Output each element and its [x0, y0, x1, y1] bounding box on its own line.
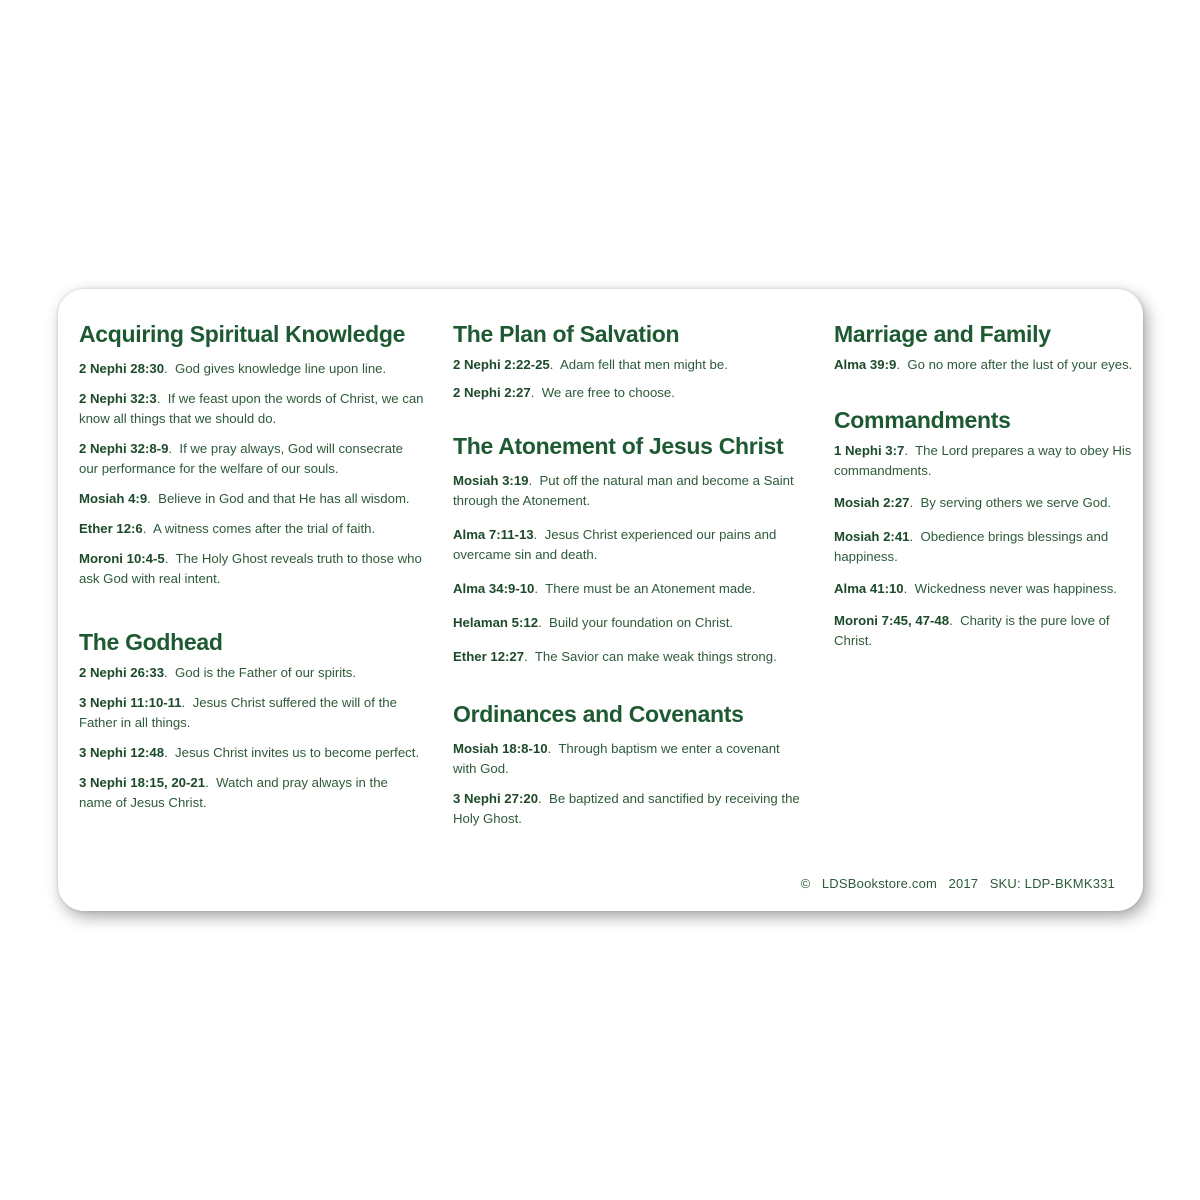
scripture-ref: Moroni 7:45, 47-48 [834, 613, 950, 628]
section-gap [834, 385, 1134, 405]
column-1 [79, 319, 424, 823]
scripture-entry: Helaman 5:12. Build your foundation on Christ. [453, 615, 734, 630]
section-title: The Godhead [79, 629, 223, 655]
scripture-text: Adam fell that men might be. [560, 357, 728, 372]
scripture-entry: 2 Nephi 32:8-9. If we pray always, God will consecrate our performance for the welfare of our souls. [79, 441, 403, 476]
section-gap [453, 413, 803, 431]
scripture-ref: Ether 12:27 [453, 649, 525, 664]
footer-year: 2017 [948, 876, 979, 891]
scripture-text: Watch and pray always in the name of Jesus Christ. [79, 775, 388, 810]
scripture-ref: Mosiah 3:19 [453, 473, 529, 488]
scripture-text: We are free to choose. [541, 385, 675, 400]
scripture-text: Wickedness never was happiness. [914, 581, 1117, 596]
scripture-ref: 2 Nephi 32:3 [79, 391, 157, 406]
scripture-text: Obedience brings blessings and happiness. [834, 529, 1109, 564]
scripture-ref: 3 Nephi 11:10-11 [79, 695, 182, 710]
scripture-ref: 2 Nephi 32:8-9 [79, 441, 169, 456]
section-title: The Plan of Salvation [453, 321, 680, 347]
section-title: The Atonement of Jesus Christ [453, 433, 784, 459]
scripture-text: God is the Father of our spirits. [175, 665, 357, 680]
scripture-entry: Ether 12:27. The Savior can make weak things strong. [453, 649, 777, 664]
scripture-text: Build your foundation on Christ. [549, 615, 734, 630]
scripture-entry: Alma 34:9-10. There must be an Atonement made. [453, 581, 756, 596]
scripture-ref: Alma 34:9-10 [453, 581, 535, 596]
scripture-ref: Helaman 5:12 [453, 615, 539, 630]
scripture-ref: 3 Nephi 27:20 [453, 791, 539, 806]
scripture-text: Through baptism we enter a covenant with God. [453, 741, 780, 776]
scripture-entry: 1 Nephi 3:7. The Lord prepares a way to obey His commandments. [834, 443, 1132, 478]
scripture-entry: 3 Nephi 12:48. Jesus Christ invites us to become perfect. [79, 745, 420, 760]
scripture-entry: 3 Nephi 18:15, 20-21. Watch and pray always in the name of Jesus Christ. [79, 775, 388, 810]
scripture-ref: Mosiah 2:27 [834, 495, 910, 510]
scripture-text: God gives knowledge line upon line. [175, 361, 387, 376]
column-3 [834, 319, 1134, 661]
scripture-entry: Moroni 10:4-5. The Holy Ghost reveals truth to those who ask God with real intent. [79, 551, 422, 586]
scripture-entry: Mosiah 3:19. Put off the natural man and become a Saint through the Atonement. [453, 473, 794, 508]
column-2 [453, 319, 803, 839]
scripture-text: Go no more after the lust of your eyes. [907, 357, 1133, 372]
scripture-entry: 2 Nephi 2:27. We are free to choose. [453, 385, 675, 400]
scripture-card [58, 289, 1143, 911]
section-gap [79, 599, 424, 627]
scripture-ref: 3 Nephi 12:48 [79, 745, 165, 760]
scripture-ref: Alma 39:9 [834, 357, 897, 372]
scripture-text: Jesus Christ experienced our pains and overcame sin and death. [453, 527, 777, 562]
scripture-ref: Mosiah 2:41 [834, 529, 910, 544]
scripture-text: Charity is the pure love of Christ. [834, 613, 1110, 648]
scripture-ref: Mosiah 18:8-10 [453, 741, 548, 756]
scripture-text: The Lord prepares a way to obey His commandments. [834, 443, 1132, 478]
scripture-ref: Mosiah 4:9 [79, 491, 148, 506]
scripture-text: The Savior can make weak things strong. [534, 649, 777, 664]
scripture-entry: 3 Nephi 11:10-11. Jesus Christ suffered the will of the Father in all things. [79, 695, 397, 730]
scripture-entry: Mosiah 2:27. By serving others we serve God. [834, 495, 1112, 510]
footer-site: LDSBookstore.com [821, 876, 938, 891]
card-footer [801, 876, 1115, 891]
scripture-entry: Mosiah 18:8-10. Through baptism we enter a covenant with God. [453, 741, 780, 776]
copyright-symbol: © [800, 876, 811, 891]
scripture-ref: 2 Nephi 26:33 [79, 665, 165, 680]
scripture-entry: Mosiah 2:41. Obedience brings blessings and happiness. [834, 529, 1109, 564]
section-gap [453, 677, 803, 699]
scripture-text: If we pray always, God will consecrate our performance for the welfare of our souls. [79, 441, 403, 476]
scripture-ref: 2 Nephi 2:22-25 [453, 357, 550, 372]
scripture-text: There must be an Atonement made. [545, 581, 756, 596]
scripture-ref: Alma 7:11-13 [453, 527, 534, 542]
scripture-entry: 2 Nephi 26:33. God is the Father of our spirits. [79, 665, 357, 680]
scripture-entry: 2 Nephi 28:30. God gives knowledge line upon line. [79, 361, 387, 376]
scripture-text: A witness comes after the trial of faith. [153, 521, 376, 536]
scripture-entry: 2 Nephi 32:3. If we feast upon the words of Christ, we can know all things that we should do. [79, 391, 424, 426]
scripture-ref: 3 Nephi 18:15, 20-21 [79, 775, 206, 790]
scripture-text: Be baptized and sanctified by receiving the Holy Ghost. [453, 791, 800, 826]
scripture-entry: Alma 39:9. Go no more after the lust of your eyes. [834, 357, 1133, 372]
scripture-entry: Alma 7:11-13. Jesus Christ experienced our pains and overcame sin and death. [453, 527, 777, 562]
scripture-entry: 3 Nephi 27:20. Be baptized and sanctified by receiving the Holy Ghost. [453, 791, 800, 826]
section-title: Ordinances and Covenants [453, 701, 744, 727]
scripture-entry: Mosiah 4:9. Believe in God and that He has all wisdom. [79, 491, 410, 506]
scripture-ref: 2 Nephi 2:27 [453, 385, 531, 400]
scripture-entry: Moroni 7:45, 47-48. Charity is the pure love of Christ. [834, 613, 1110, 648]
scripture-text: Believe in God and that He has all wisdom. [158, 491, 410, 506]
scripture-text: Jesus Christ suffered the will of the Father in all things. [79, 695, 397, 730]
scripture-ref: Alma 41:10 [834, 581, 904, 596]
scripture-ref: 2 Nephi 28:30 [79, 361, 165, 376]
scripture-text: If we feast upon the words of Christ, we can know all things that we should do. [79, 391, 424, 426]
scripture-ref: 1 Nephi 3:7 [834, 443, 905, 458]
scripture-text: By serving others we serve God. [920, 495, 1112, 510]
scripture-entry: Ether 12:6. A witness comes after the trial of faith. [79, 521, 376, 536]
scripture-ref: Ether 12:6 [79, 521, 143, 536]
scripture-text: Put off the natural man and become a Saint through the Atonement. [453, 473, 794, 508]
section-title: Marriage and Family [834, 321, 1051, 347]
scripture-entry: Alma 41:10. Wickedness never was happiness. [834, 581, 1117, 596]
section-title: Acquiring Spiritual Knowledge [79, 321, 406, 347]
scripture-text: Jesus Christ invites us to become perfect. [175, 745, 420, 760]
footer-sku: SKU: LDP-BKMK331 [989, 876, 1115, 891]
scripture-entry: 2 Nephi 2:22-25. Adam fell that men might be. [453, 357, 728, 372]
section-title: Commandments [834, 407, 1011, 433]
scripture-ref: Moroni 10:4-5 [79, 551, 165, 566]
scripture-text: The Holy Ghost reveals truth to those who ask God with real intent. [79, 551, 422, 586]
